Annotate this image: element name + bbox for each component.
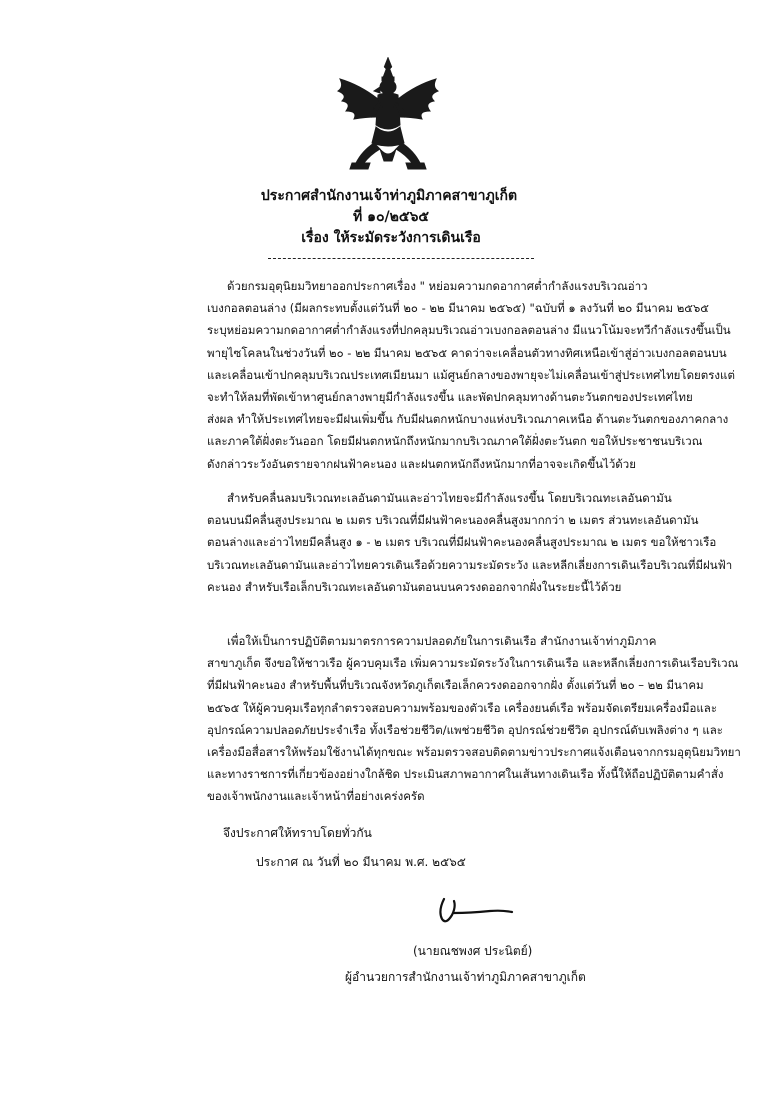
- text-line: จะทำให้ลมที่พัดเข้าหาศูนย์กลางพายุมีกำลังแรงขึ้น และพัดปกคลุมทางด้านตะวันตกของประเทศไทย: [207, 390, 693, 405]
- text-line: ส่งผล ทำให้ประเทศไทยจะมีฝนเพิ่มขึ้น กับมีฝนตกหนักบางแห่งบริเวณภาคเหนือ ด้านตะวันตกของภาคกลาง: [207, 412, 729, 427]
- announcement-subject: เรื่อง ให้ระมัดระวังการเดินเรือ: [301, 230, 481, 246]
- paragraph-safety-measures: [207, 630, 741, 808]
- text-line: และเคลื่อนเข้าปกคลุมบริเวณประเทศเมียนมา แม้ศูนย์กลางของพายุจะไม่เคลื่อนเข้าสู่ประเทศไทยโดยตรงแต่: [207, 367, 735, 382]
- text-line: และภาคใต้ฝั่งตะวันออก โดยมีฝนตกหนักถึงหนักมากบริเวณภาคใต้ฝั่งตะวันตก ขอให้ประชาชนบริเวณ: [207, 434, 703, 449]
- garuda-emblem-icon: [330, 55, 446, 173]
- text-line: ๒๕๖๕ ให้ผู้ควบคุมเรือทุกลำตรวจสอบความพร้อมของตัวเรือ เครื่องยนต์เรือ พร้อมจัดเตรียมเครื่องมือและ: [207, 700, 717, 715]
- text-line: ตอนบนมีคลื่นสูงประมาณ ๒ เมตร บริเวณที่มีฝนฟ้าคะนองคลื่นสูงมากกว่า ๒ เมตร ส่วนทะเลอันดามัน: [207, 513, 699, 528]
- text-line: คะนอง สำหรับเรือเล็กบริเวณทะเลอันดามันตอนบนควรงดออกจากฝั่งในระยะนี้ไว้ด้วย: [207, 579, 622, 594]
- text-line: เบงกอลตอนล่าง (มีผลกระทบตั้งแต่วันที่ ๒๐ - ๒๒ มีนาคม ๒๕๖๕) "ฉบับที่ ๑ ลงวันที่ ๒๐ มีนาคม ๒๕๖๕: [207, 301, 709, 316]
- text-line: ดังกล่าวระวังอันตรายจากฝนฟ้าคะนอง และฝนตกหนักถึงหนักมากที่อาจจะเกิดขึ้นไว้ด้วย: [207, 456, 636, 471]
- signature-image: [430, 893, 516, 929]
- text-line: ระบุหย่อมความกดอากาศต่ำกำลังแรงที่ปกคลุมบริเวณอ่าวเบงกอลตอนล่าง มีแนวโน้มจะทวีกำลังแรงขึ้นเป็น: [207, 323, 731, 338]
- text-line: บริเวณทะเลอันดามันและอ่าวไทยควรเดินเรือด้วยความระมัดระวัง และหลีกเลี่ยงการเดินเรือบริเวณที่มีฝนฟ้า: [207, 557, 733, 572]
- paragraph-wave-conditions: [207, 487, 733, 598]
- text-line: สำหรับคลื่นลมบริเวณทะเลอันดามันและอ่าวไทยจะมีกำลังแรงขึ้น โดยบริเวณทะเลอันดามัน: [227, 491, 672, 505]
- announcement-header: [0, 186, 778, 249]
- announcement-date: ประกาศ ณ วันที่ ๒๐ มีนาคม พ.ศ. ๒๕๖๕: [256, 855, 466, 869]
- signer-title: ผู้อำนวยการสำนักงานเจ้าท่าภูมิภาคสาขาภูเก็ต: [345, 970, 586, 984]
- text-line: ด้วยกรมอุตุนิยมวิทยาออกประกาศเรื่อง " หย่อมความกดอากาศต่ำกำลังแรงบริเวณอ่าว: [227, 279, 648, 293]
- signer-name: (นายณชพงศ ประนิตย์): [413, 944, 533, 958]
- closing-statement: จึงประกาศให้ทราบโดยทั่วกัน: [223, 826, 372, 840]
- text-line: และทางราชการที่เกี่ยวข้องอย่างใกล้ชิด ประเมินสภาพอากาศในเส้นทางเดินเรือ ทั้งนี้ให้ถือปฏิบัติตามคำสั่ง: [207, 767, 724, 782]
- text-line: ที่มีฝนฟ้าคะนอง สำหรับพื้นที่บริเวณจังหวัดภูเก็ตเรือเล็กควรงดออกจากฝั่ง ตั้งแต่วันที่ ๒๐ – ๒๒ มีนาคม: [207, 678, 704, 693]
- text-line: เครื่องมือสื่อสารให้พร้อมใช้งานได้ทุกขณะ พร้อมตรวจสอบติดตามข่าวประกาศแจ้งเตือนจากกรมอุตุนิยมวิทยา: [207, 745, 741, 760]
- text-line: อุปกรณ์ความปลอดภัยประจำเรือ ทั้งเรือช่วยชีวิต/แพช่วยชีวิต อุปกรณ์ช่วยชีวิต อุปกรณ์ดับเพลิงต่าง ๆ และ: [207, 722, 723, 737]
- announcement-number: ที่ ๑๐/๒๕๖๕: [353, 209, 429, 225]
- text-line: ตอนล่างและอ่าวไทยมีคลื่นสูง ๑ - ๒ เมตร บริเวณที่มีฝนฟ้าคะนองคลื่นสูงประมาณ ๒ เมตร ขอให้ชาวเรือ: [207, 535, 717, 550]
- text-line: พายุไซโคลนในช่วงวันที่ ๒๐ - ๒๒ มีนาคม ๒๕๖๕ คาดว่าจะเคลื่อนตัวทางทิศเหนือเข้าสู่อ่าวเบงกอลตอนบน: [207, 345, 727, 360]
- header-divider: [268, 258, 534, 259]
- text-line: เพื่อให้เป็นการปฏิบัติตามมาตรการความปลอดภัยในการเดินเรือ สำนักงานเจ้าท่าภูมิภาค: [227, 634, 657, 648]
- text-line: สาขาภูเก็ต จึงขอให้ชาวเรือ ผู้ควบคุมเรือ เพิ่มความระมัดระวังในการเดินเรือ และหลีกเลี่ยงการเดินเรือบริเวณ: [207, 656, 739, 671]
- announcement-issuer: ประกาศสำนักงานเจ้าท่าภูมิภาคสาขาภูเก็ต: [260, 188, 518, 204]
- text-line: ของเจ้าพนักงานและเจ้าหน้าที่อย่างเคร่งครัด: [207, 789, 425, 804]
- paragraph-weather-warning: [207, 275, 735, 475]
